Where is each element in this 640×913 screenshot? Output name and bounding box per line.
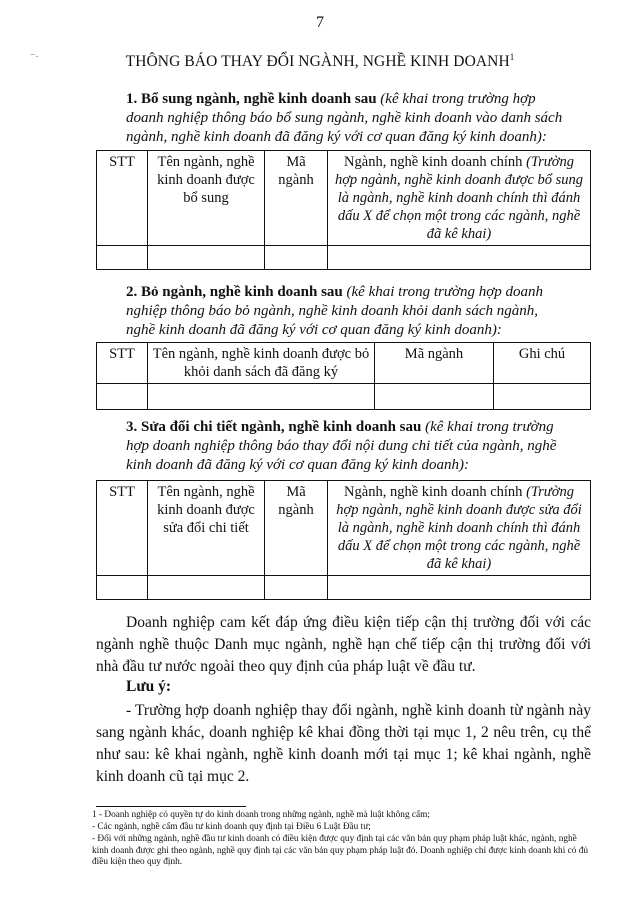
section3-table xyxy=(96,480,591,600)
table-header-row xyxy=(97,481,591,576)
table-cell xyxy=(375,384,494,410)
col-stt: STT xyxy=(97,151,148,246)
table-cell xyxy=(265,246,328,270)
table-row xyxy=(97,576,591,600)
col-name: Tên ngành, nghề kinh doanh được bổ sung xyxy=(148,151,265,246)
table-cell xyxy=(148,384,375,410)
col-code: Mã ngành xyxy=(265,151,328,246)
section3-heading: 3. Sửa đổi chi tiết ngành, nghề kinh doanh sau xyxy=(126,419,422,435)
section2-desc: (kê khai trong trường hợp doanh nghiệp thông báo bỏ ngành, nghề kinh doanh khỏi danh sách ngành, nghề kinh doanh đã đăng ký với cơ quan đăng ký kinh doanh): xyxy=(126,284,544,338)
col-main-note: (Trường hợp ngành, nghề kinh doanh được bổ sung là ngành, nghề kinh doanh chính thì đánh dấu X để chọn một trong các ngành, nghề đã kê khai) xyxy=(334,154,584,242)
table-cell xyxy=(328,576,591,600)
table-cell xyxy=(328,246,591,270)
section3-intro xyxy=(126,418,566,475)
table-header-row xyxy=(97,151,591,246)
table-cell xyxy=(97,576,148,600)
table-cell xyxy=(148,246,265,270)
section2-heading: 2. Bỏ ngành, nghề kinh doanh sau xyxy=(126,284,343,300)
col-main-label: Ngành, nghề kinh doanh chính xyxy=(344,484,523,500)
footnote-divider xyxy=(96,806,246,807)
footnote-1: 1 - Doanh nghiệp có quyền tự do kinh doanh trong những ngành, nghề mà luật không cấm; xyxy=(92,810,430,820)
table-row xyxy=(97,384,591,410)
table-cell xyxy=(97,384,148,410)
col-name: Tên ngành, nghề kinh doanh được bỏ khỏi danh sách đã đăng ký xyxy=(148,343,375,384)
table-row xyxy=(97,246,591,270)
title-text: THÔNG BÁO THAY ĐỔI NGÀNH, NGHỀ KINH DOANH xyxy=(125,53,510,71)
commitment-paragraph: Doanh nghiệp cam kết đáp ứng điều kiện tiếp cận thị trường đối với các ngành nghề thuộc Danh mục ngành, nghề hạn chế tiếp cận thị trường đối với nhà đầu tư nước ngoài theo quy định của pháp luật về đầu tư. xyxy=(96,614,591,675)
page-number: 7 xyxy=(316,14,324,31)
col-code: Mã ngành xyxy=(265,481,328,576)
col-main xyxy=(328,151,591,246)
table-cell xyxy=(494,384,591,410)
section1-intro xyxy=(126,90,566,147)
page-title xyxy=(0,52,640,71)
table-cell xyxy=(265,576,328,600)
footnote-3: - Đối với những ngành, nghề đầu tư kinh doanh có điều kiện được quy định tại các văn bản quy phạm pháp luật khác, ngành, nghề kinh doanh được ghi theo ngành, nghề quy định tại các văn bản quy phạm pháp luật đó. Doanh nghiệp chỉ được kinh doanh khi có đủ điều kiện theo quy định. xyxy=(92,834,589,867)
margin-mark: ⁻· xyxy=(30,52,39,63)
note-paragraph: - Trường hợp doanh nghiệp thay đổi ngành, nghề kinh doanh từ ngành này sang ngành khác, doanh nghiệp kê khai đồng thời tại mục 1, 2 nêu trên, cụ thể như sau: kê khai ngành, nghề kinh doanh mới tại mục 1; kê khai ngành, nghề kinh doanh cũ tại mục 2. xyxy=(96,702,591,785)
footnote-2: - Các ngành, nghề cấm đầu tư kinh doanh quy định tại Điều 6 Luật Đầu tư; xyxy=(92,822,371,832)
table-cell xyxy=(148,576,265,600)
col-main-note: (Trường hợp ngành, nghề kinh doanh được sửa đổi là ngành, nghề kinh doanh chính thì đánh dấu X để chọn một trong các ngành, nghề đã kê khai) xyxy=(336,484,582,572)
table-cell xyxy=(97,246,148,270)
col-note: Ghi chú xyxy=(494,343,591,384)
section1-table xyxy=(96,150,591,270)
col-main xyxy=(328,481,591,576)
note-heading: Lưu ý: xyxy=(126,678,172,695)
col-name: Tên ngành, nghề kinh doanh được sửa đổi chi tiết xyxy=(148,481,265,576)
section3-desc: (kê khai trong trường hợp doanh nghiệp thông báo thay đổi nội dung chi tiết của ngành, nghề kinh doanh đã đăng ký với cơ quan đăng ký kinh doanh): xyxy=(126,419,557,473)
col-code: Mã ngành xyxy=(375,343,494,384)
section1-heading: 1. Bổ sung ngành, nghề kinh doanh sau xyxy=(126,91,377,107)
section2-intro xyxy=(126,283,566,340)
section1-desc: (kê khai trong trường hợp doanh nghiệp thông báo bổ sung ngành, nghề kinh doanh vào danh sách ngành, nghề kinh doanh đã đăng ký với cơ quan đăng ký kinh doanh): xyxy=(126,91,563,145)
title-footnote-ref: 1 xyxy=(509,52,515,62)
table-header-row xyxy=(97,343,591,384)
col-stt: STT xyxy=(97,481,148,576)
col-main-label: Ngành, nghề kinh doanh chính xyxy=(344,154,523,170)
col-stt: STT xyxy=(97,343,148,384)
section2-table xyxy=(96,342,591,410)
